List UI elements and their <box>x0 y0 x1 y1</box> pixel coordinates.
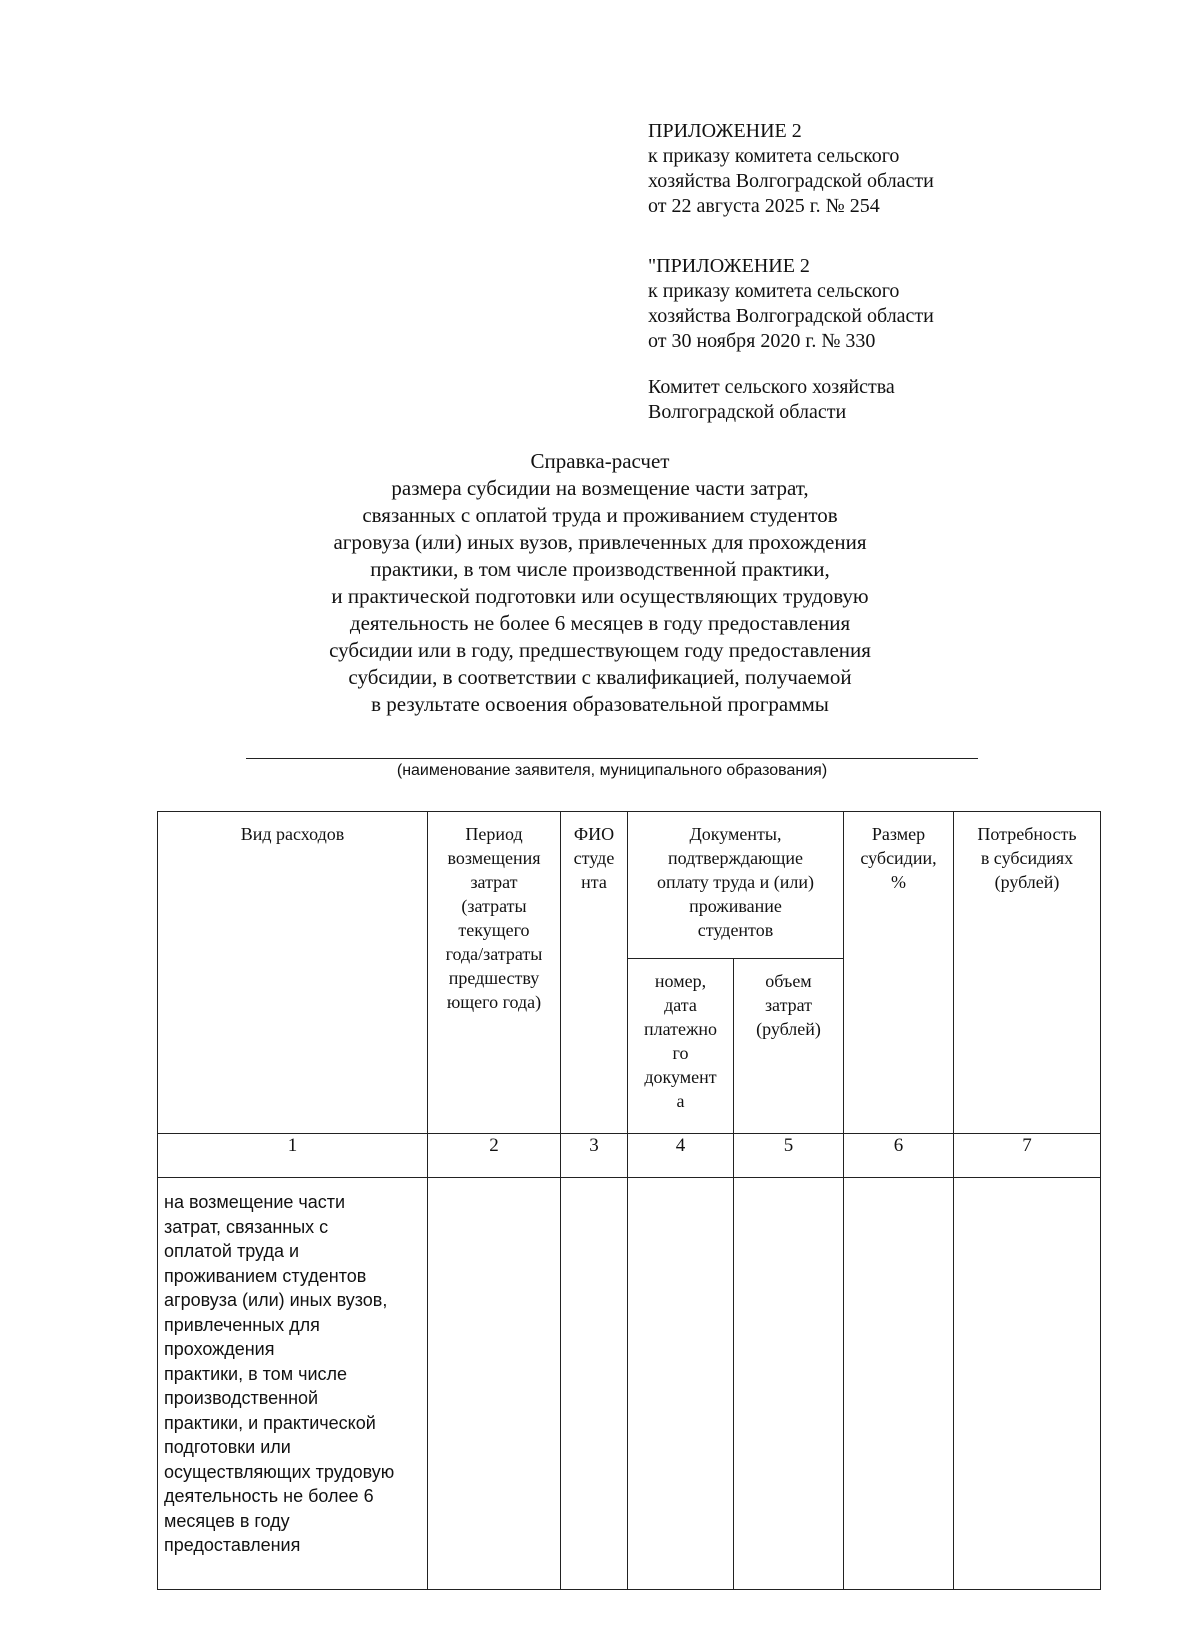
table-cell-empty <box>561 1178 628 1590</box>
title-line: субсидии, в соответствии с квалификацией, получаемой <box>348 665 852 689</box>
expense-description: на возмещение части затрат, связанных с оплатой труда и проживанием студентов агровуза (или) иных вузов, привлеченных для прохождения практики, в том числе производственной практики, и практической подготовки или осуществляющих трудовую деятельность не более 6 месяцев в году предоставления <box>158 1178 428 1590</box>
appendix-current-line: к приказу комитета сельского <box>648 145 900 167</box>
column-number: 3 <box>561 1134 628 1178</box>
column-number: 1 <box>158 1134 428 1178</box>
appendix-current <box>648 119 934 219</box>
column-number-row <box>158 1134 1101 1178</box>
table-cell-empty <box>954 1178 1101 1590</box>
appendix-original <box>648 254 934 354</box>
title-line: размера субсидии на возмещение части затрат, <box>391 476 809 500</box>
header-subsidy-need: Потребность в субсидиях (рублей) <box>954 812 1101 1134</box>
document-title <box>0 448 1200 718</box>
table-cell-empty <box>628 1178 734 1590</box>
header-student-name: ФИО студе нта <box>561 812 628 1134</box>
title-line: связанных с оплатой труда и проживанием студентов <box>362 503 838 527</box>
column-number: 2 <box>428 1134 561 1178</box>
appendix-current-line: хозяйства Волгоградской области <box>648 170 934 192</box>
column-number: 4 <box>628 1134 734 1178</box>
header-payment-doc: номер, дата платежно го документ а <box>628 959 734 1134</box>
appendix-original-line: от 30 ноября 2020 г. № 330 <box>648 330 876 352</box>
title-line: субсидии или в году, предшествующем году предоставления <box>329 638 871 662</box>
addressee-line: Волгоградской области <box>648 401 847 423</box>
header-expense-type: Вид расходов <box>158 812 428 1134</box>
applicant-underline <box>246 758 978 759</box>
appendix-original-line: к приказу комитета сельского <box>648 280 900 302</box>
column-number: 7 <box>954 1134 1101 1178</box>
header-documents: Документы, подтверждающие оплату труда и (или) проживание студентов <box>628 812 844 959</box>
title-line: Справка-расчет <box>530 449 670 473</box>
title-line: деятельность не более 6 месяцев в году предоставления <box>349 611 851 635</box>
column-number: 6 <box>844 1134 954 1178</box>
appendix-current-line: ПРИЛОЖЕНИЕ 2 <box>648 120 802 142</box>
addressee <box>648 375 895 425</box>
header-subsidy-rate: Размер субсидии, % <box>844 812 954 1134</box>
appendix-original-line: "ПРИЛОЖЕНИЕ 2 <box>648 255 810 277</box>
title-line: агровуза (или) иных вузов, привлеченных для прохождения <box>333 530 867 554</box>
table-cell-empty <box>428 1178 561 1590</box>
appendix-original-line: хозяйства Волгоградской области <box>648 305 934 327</box>
title-line: в результате освоения образовательной программы <box>371 692 829 716</box>
column-number: 5 <box>734 1134 844 1178</box>
header-row <box>158 812 1101 959</box>
appendix-current-line: от 22 августа 2025 г. № 254 <box>648 195 880 217</box>
title-line: практики, в том числе производственной практики, <box>370 557 830 581</box>
table-row <box>158 1178 1101 1590</box>
table-cell-empty <box>844 1178 954 1590</box>
subsidy-table <box>157 811 1101 1590</box>
header-cost-volume: объем затрат (рублей) <box>734 959 844 1134</box>
applicant-caption: (наименование заявителя, муниципального образования) <box>396 762 828 779</box>
header-period: Период возмещения затрат (затраты текущего года/затраты предшеству ющего года) <box>428 812 561 1134</box>
table-cell-empty <box>734 1178 844 1590</box>
title-line: и практической подготовки или осуществляющих трудовую <box>331 584 869 608</box>
addressee-line: Комитет сельского хозяйства <box>648 376 895 398</box>
